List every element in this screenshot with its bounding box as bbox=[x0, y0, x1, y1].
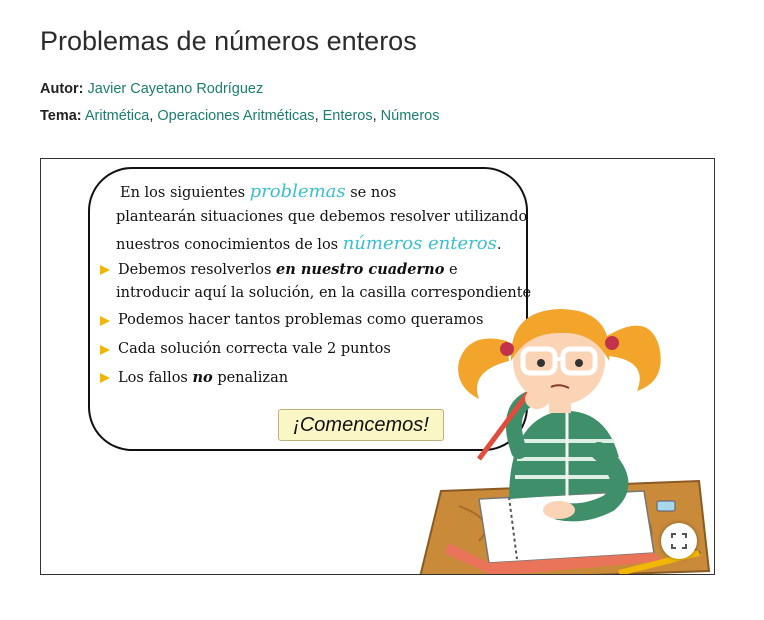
bullet-text: Debemos resolverlos bbox=[118, 262, 272, 278]
topic-link-operaciones[interactable]: Operaciones Aritméticas bbox=[157, 108, 315, 124]
bullet-text: e bbox=[449, 262, 458, 278]
bullet-3: Cada solución correcta vale 2 puntos bbox=[118, 341, 391, 357]
bullet-text: penalizan bbox=[217, 370, 289, 386]
triangle-bullet-icon bbox=[100, 265, 110, 275]
topic-link-numeros[interactable]: Números bbox=[380, 108, 440, 124]
triangle-bullet-icon bbox=[100, 345, 110, 355]
intro-line-3 bbox=[116, 233, 501, 254]
fullscreen-icon bbox=[661, 523, 697, 559]
triangle-bullet-icon bbox=[100, 316, 110, 326]
author-row bbox=[40, 81, 263, 97]
intro-line-1 bbox=[120, 181, 396, 202]
topic-row bbox=[40, 108, 440, 124]
applet-frame[interactable] bbox=[40, 158, 715, 575]
bullet-4 bbox=[118, 369, 288, 386]
intro-line-2: plantearán situaciones que debemos resolver utilizando bbox=[116, 209, 528, 225]
start-button[interactable]: ¡Comencemos! bbox=[278, 409, 444, 441]
author-label: Autor: bbox=[40, 81, 84, 97]
intro-text: En los siguientes bbox=[120, 185, 246, 201]
topic-label: Tema: bbox=[40, 108, 82, 124]
bullet-2: Podemos hacer tantos problemas como queramos bbox=[118, 312, 484, 328]
bullet-emphasis: no bbox=[192, 369, 213, 386]
page-title: Problemas de números enteros bbox=[40, 26, 417, 56]
intro-text: . bbox=[496, 237, 502, 253]
topic-link-aritmetica[interactable]: Aritmética bbox=[84, 108, 150, 124]
triangle-bullet-icon bbox=[100, 373, 110, 383]
bullet-emphasis: en nuestro cuaderno bbox=[276, 261, 445, 278]
bullet-1-line-2: introducir aquí la solución, en la casilla correspondiente bbox=[116, 285, 532, 301]
bullet-1 bbox=[118, 261, 458, 278]
intro-text: nuestros conocimientos de los bbox=[116, 237, 339, 253]
topic-separator: , bbox=[149, 108, 154, 124]
fullscreen-button[interactable] bbox=[661, 523, 697, 559]
bullet-text: Los fallos bbox=[118, 370, 188, 386]
topic-link-enteros[interactable]: Enteros bbox=[322, 108, 373, 124]
topic-separator: , bbox=[372, 108, 377, 124]
intro-text: se nos bbox=[350, 185, 397, 201]
author-link[interactable]: Javier Cayetano Rodríguez bbox=[87, 81, 264, 97]
topic-separator: , bbox=[314, 108, 319, 124]
highlight-problemas: problemas bbox=[249, 181, 346, 202]
highlight-numeros-enteros: números enteros bbox=[342, 233, 497, 254]
